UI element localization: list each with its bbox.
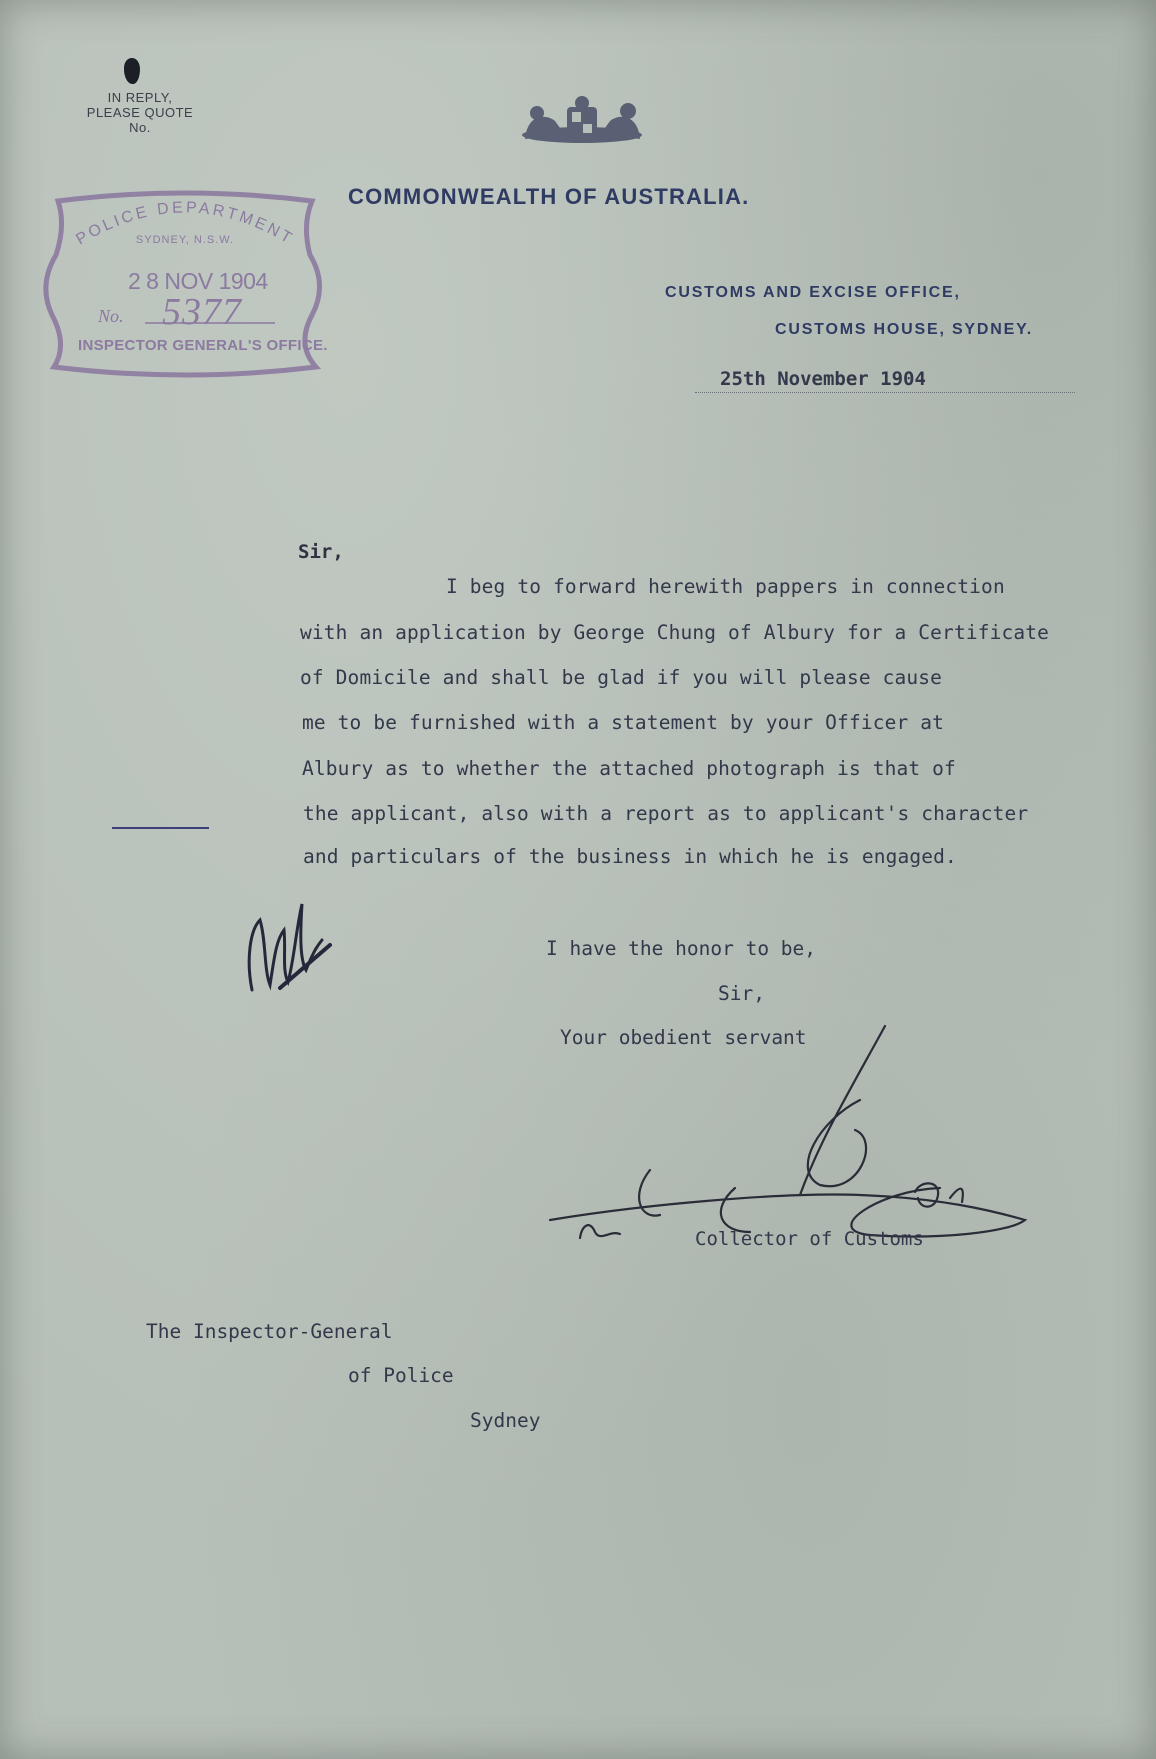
salutation: Sir, (298, 541, 344, 563)
office-line-1: CUSTOMS AND EXCISE OFFICE, (665, 284, 961, 301)
reply-line-3: No. (129, 120, 151, 135)
body-line: with an application by George Chung of Albury for a Certificate (300, 621, 1050, 644)
closing-line-2: Sir, (718, 982, 765, 1005)
body-line: I beg to forward herewith pappers in connection (446, 575, 1005, 598)
stamp-date: 2 8 NOV 1904 (128, 268, 268, 294)
reply-line-1: IN REPLY, (107, 90, 173, 105)
stamp-no-label: No. (98, 306, 124, 326)
body-line: me to be furnished with a statement by your Officer at (302, 711, 945, 734)
ink-blot (124, 58, 140, 84)
margin-rule (112, 827, 209, 829)
date-rule (695, 392, 1075, 393)
stamp-number: 5377 (162, 291, 242, 333)
reply-notice (80, 90, 200, 135)
body-line: of Domicile and shall be glad if you will please cause (300, 666, 943, 689)
letterhead-title: COMMONWEALTH OF AUSTRALIA. (348, 184, 750, 209)
body-line: and particulars of the business in which he is engaged. (303, 845, 957, 868)
letter-date: 25th November 1904 (720, 368, 926, 390)
coat-of-arms-icon (515, 95, 650, 155)
stamp-city: SYDNEY, N.S.W. (135, 234, 235, 246)
body-line: the applicant, also with a report as to applicant's character (303, 802, 1029, 825)
stamp-arc-text: POLICE DEPARTMENT (73, 199, 297, 249)
body-line: Albury as to whether the attached photograph is that of (302, 757, 956, 780)
closing-line-1: I have the honor to be, (546, 937, 817, 960)
reply-line-2: PLEASE QUOTE (86, 105, 194, 120)
addressee-line-1: The Inspector-General (146, 1320, 393, 1343)
office-line-2: CUSTOMS HOUSE, SYDNEY. (775, 321, 1034, 338)
signature-title: Collector of Customs (695, 1228, 924, 1250)
closing-line-3: Your obedient servant (560, 1026, 807, 1049)
addressee-line-2: of Police (348, 1364, 454, 1387)
addressee-line-3: Sydney (470, 1409, 541, 1432)
stamp-office: INSPECTOR GENERAL'S OFFICE. (78, 337, 328, 354)
handwritten-initials (240, 890, 340, 1000)
